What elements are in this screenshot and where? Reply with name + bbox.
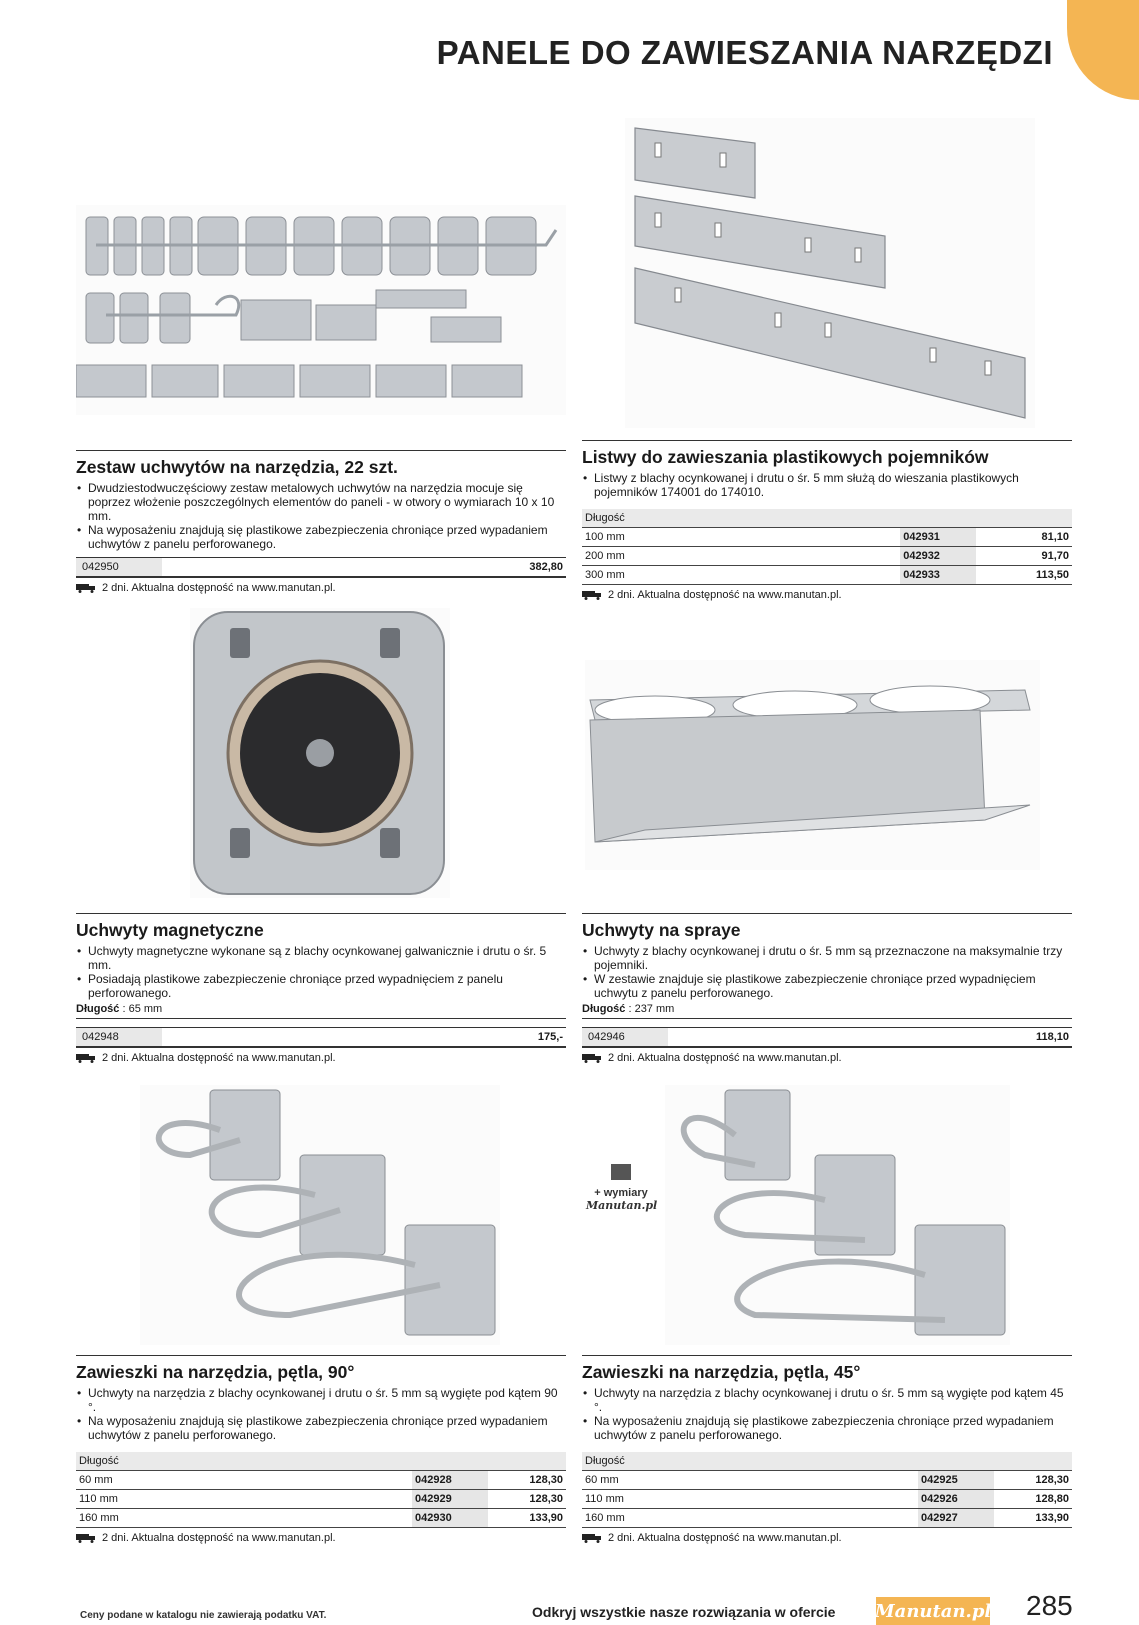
bullet-item: • Uchwyty na narzędzia z blachy ocynkowanej i drutu o śr. 5 mm są wygięte pod kątem 45 °. (582, 1386, 1072, 1414)
bullet-item: • Uchwyty magnetyczne wykonane są z blachy ocynkowanej galwanicznie i drutu o śr. 5 mm. (76, 944, 566, 972)
delivery-text: 2 dni. Aktualna dostępność na www.manutan.pl. (102, 582, 336, 594)
product-image-loop-hooks-90 (140, 1085, 500, 1345)
section-rule (582, 440, 1072, 441)
table-row: 160 mm 042927 133,90 (582, 1509, 1072, 1528)
delivery-text: 2 dni. Aktualna dostępność na www.manutan.pl. (102, 1532, 336, 1544)
delivery-text: 2 dni. Aktualna dostępność na www.manutan.pl. (608, 1052, 842, 1064)
bullet-list (582, 1386, 1072, 1442)
delivery-text: 2 dni. Aktualna dostępność na www.manutan.pl. (102, 1052, 336, 1064)
page-title: PANELE DO ZAWIESZANIA NARZĘDZI (436, 34, 1053, 71)
delivery-info (76, 1532, 566, 1544)
section-magnetic-holders (76, 913, 566, 1064)
price-table (76, 1452, 566, 1528)
bullet-list (582, 944, 1072, 1000)
product-image-rails (625, 118, 1035, 428)
box-icon (606, 1160, 636, 1184)
product-price: 175,- (537, 1031, 563, 1043)
table-row: 60 mm 042928 128,30 (76, 1471, 566, 1490)
bullet-list (76, 1386, 566, 1442)
price-row (582, 1027, 1072, 1048)
page-number: 285 (1026, 1590, 1073, 1621)
truck-icon (582, 1533, 604, 1543)
section-title: Uchwyty na spraye (582, 920, 741, 940)
delivery-info (582, 1532, 1072, 1544)
bullet-list (76, 944, 566, 1000)
section-rule (76, 1355, 566, 1356)
product-image-spray-holder (585, 660, 1040, 870)
product-price: 382,80 (529, 561, 563, 573)
product-ref: 042948 (76, 1028, 162, 1046)
spec-value: : 237 mm (625, 1003, 675, 1015)
truck-icon (582, 590, 604, 600)
product-image-tool-holder-set (76, 205, 566, 415)
delivery-info (582, 589, 1072, 601)
bullet-item: • Uchwyty na narzędzia z blachy ocynkowanej i drutu o śr. 5 mm są wygięte pod kątem 90 °. (76, 1386, 566, 1414)
section-spray-holders (582, 913, 1072, 1064)
price-table (582, 1452, 1072, 1528)
table-row: 60 mm 042925 128,30 (582, 1471, 1072, 1490)
delivery-info (76, 582, 566, 594)
spec-length (76, 1003, 566, 1019)
section-title: Zawieszki na narzędzia, pętla, 90° (76, 1362, 355, 1382)
table-header: Długość (582, 1452, 1072, 1471)
spec-length (582, 1003, 1072, 1019)
section-title: Uchwyty magnetyczne (76, 920, 264, 940)
bullet-item: • Listwy z blachy ocynkowanej i drutu o śr. 5 mm służą do wieszania plastikowych pojemników 174001 do 174010. (582, 471, 1072, 499)
truck-icon (76, 1053, 98, 1063)
table-header: Długość (582, 509, 1072, 528)
bullet-item: • Na wyposażeniu znajdują się plastikowe zabezpieczenia chroniące przed wypadaniem uchwytów z panelu perforowanego. (582, 1414, 1072, 1442)
bullet-item: • Na wyposażeniu znajdują się plastikowe zabezpieczenia chroniące przed wypadaniem uchwytów z panelu perforowanego. (76, 1414, 566, 1442)
delivery-text: 2 dni. Aktualna dostępność na www.manutan.pl. (608, 1532, 842, 1544)
delivery-text: 2 dni. Aktualna dostępność na www.manutan.pl. (608, 589, 842, 601)
table-row: 110 mm 042926 128,80 (582, 1490, 1072, 1509)
product-ref: 042946 (582, 1028, 668, 1046)
section-tool-holder-set (76, 450, 566, 594)
table-row: 110 mm 042929 128,30 (76, 1490, 566, 1509)
badge-line1: + wymiary (594, 1187, 648, 1199)
footer-cta: Odkryj wszystkie nasze rozwiązania w ofercie (532, 1604, 836, 1620)
table-row: 160 mm 042930 133,90 (76, 1509, 566, 1528)
corner-tab (1067, 0, 1139, 100)
spec-value: : 65 mm (119, 1003, 163, 1015)
section-rule (582, 1355, 1072, 1356)
section-rule (582, 913, 1072, 914)
delivery-info (76, 1052, 566, 1064)
price-row (76, 557, 566, 578)
truck-icon (76, 583, 98, 593)
section-title: Zestaw uchwytów na narzędzia, 22 szt. (76, 457, 398, 477)
product-ref: 042950 (76, 558, 162, 576)
section-loop-hooks-45 (582, 1355, 1072, 1544)
product-price: 118,10 (1035, 1031, 1069, 1043)
spec-label: Długość (76, 1003, 120, 1015)
bullet-item: • W zestawie znajduje się plastikowe zabezpieczenie chroniące przed wypadnięciem uchwytu z panelu perforowanego. (582, 972, 1072, 1000)
price-row (76, 1027, 566, 1048)
bullet-item: • Uchwyty z blachy ocynkowanej i drutu o śr. 5 mm są przeznaczone na maksymalnie trzy pojemniki. (582, 944, 1072, 972)
product-image-magnetic-holder (190, 608, 450, 898)
truck-icon (76, 1533, 98, 1543)
bullet-item: • Dwudziestodwuczęściowy zestaw metalowych uchwytów na narzędzia mocuje się poprzez włożenie poszczególnych elementów do paneli - w otwory o wymiarach 10 x 10 mm. (76, 481, 566, 523)
bullet-item: • Posiadają plastikowe zabezpieczenie chroniące przed wypadnięciem z panelu perforowanego. (76, 972, 566, 1000)
spec-label: Długość (582, 1003, 626, 1015)
section-title: Listwy do zawieszania plastikowych pojemników (582, 447, 989, 467)
badge-line2: Manutan.pl (586, 1199, 658, 1212)
bullet-item: • Na wyposażeniu znajdują się plastikowe zabezpieczenia chroniące przed wypadaniem uchwytów z panelu perforowanego. (76, 523, 566, 551)
bullet-list (582, 471, 1072, 499)
price-table (582, 509, 1072, 585)
section-rails (582, 440, 1072, 601)
table-row: 100 mm 042931 81,10 (582, 528, 1072, 547)
table-row: 200 mm 042932 91,70 (582, 547, 1072, 566)
product-image-loop-hooks-45 (665, 1085, 1010, 1345)
delivery-info (582, 1052, 1072, 1064)
table-row: 300 mm 042933 113,50 (582, 566, 1072, 585)
table-header: Długość (76, 1452, 566, 1471)
truck-icon (582, 1053, 604, 1063)
manutan-logo[interactable]: Manutan.pl (876, 1597, 990, 1625)
section-rule (76, 913, 566, 914)
section-rule (76, 450, 566, 451)
dimensions-badge (586, 1160, 656, 1230)
vat-note: Ceny podane w katalogu nie zawierają podatku VAT. (80, 1610, 327, 1621)
section-loop-hooks-90 (76, 1355, 566, 1544)
bullet-list (76, 481, 566, 551)
section-title: Zawieszki na narzędzia, pętla, 45° (582, 1362, 861, 1382)
